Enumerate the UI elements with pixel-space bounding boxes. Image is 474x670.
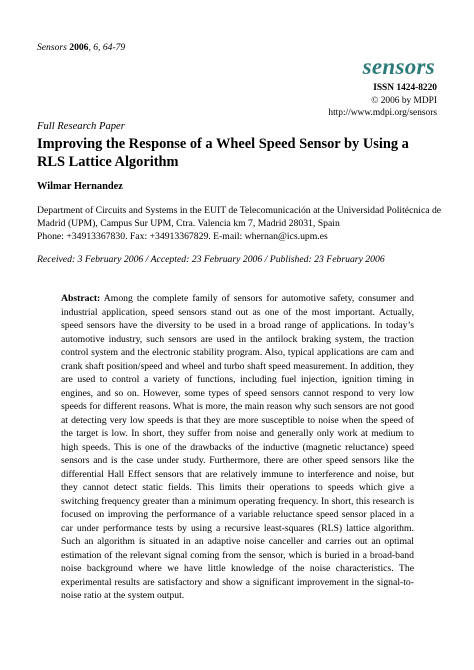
affiliation-address: Department of Circuits and Systems in the EUIT de Telecomunicación at the Universidad Politécnica de Madrid (UPM), Campus Sur UPM, Ctra. Valencia km 7, Madrid 28031, Spain — [37, 205, 442, 230]
issn: ISSN 1424-8220 — [373, 83, 437, 93]
abstract — [61, 292, 414, 603]
publication-dates: Received: 3 February 2006 / Accepted: 23 February 2006 / Published: 23 February 2006 — [37, 254, 385, 265]
abstract-text: Among the complete family of sensors for automotive safety, consumer and industrial application, speed sensors stand out as one of the most important. Actually, speed sensors have the diversity to be used in a broad range of applications. In today’s automotive industry, such sensors are used in the antilock braking system, the traction control system and the electronic stability program. Also, typical applications are cam and crank shaft position/speed and wheel and turbo shaft speed measurement. In addition, they are used to control a variety of functions, including fuel injection, ignition timing in engines, and so on. However, some types of speed sensors cannot respond to very low speeds for different reasons. What is more, the main reason why such sensors are not good at detecting very low speeds is that they are more susceptible to noise when the speed of the target is low. In short, they suffer from noise and generally only work at medium to high speeds. This is one of the drawbacks of the inductive (magnetic reluctance) speed sensors and is the case under study. Furthermore, there are other speed sensors like the differential Hall Effect sensors that are relatively immune to interference and noise, but they cannot detect static fields. This limits their operations to speeds which give a switching frequency greater than a minimum operating frequency. In short, this research is focused on improving the performance of a variable reluctance speed sensor placed in a car under performance tests by using a recursive least-squares (RLS) lattice algorithm. Such an algorithm is situated in an adaptive noise canceller and carries out an optimal estimation of the relevant signal coming from the sensor, which is buried in a broad-band noise background where we have little knowledge of the noise characteristics. The experimental results are satisfactory and show a significant improvement in the signal-to-noise ratio at the system output. — [61, 293, 414, 601]
abstract-label: Abstract: — [61, 293, 101, 304]
journal-citation — [37, 42, 125, 53]
journal-year: 2006 — [69, 42, 89, 53]
journal-name: Sensors — [37, 42, 67, 53]
author-name: Wilmar Hernandez — [37, 181, 123, 192]
paper-title: Improving the Response of a Wheel Speed Sensor by Using a RLS Lattice Algorithm — [37, 136, 409, 170]
journal-brand-logo: sensors — [362, 54, 435, 79]
paper-type: Full Research Paper — [37, 121, 125, 132]
journal-url[interactable]: http://www.mdpi.org/sensors — [328, 108, 437, 118]
journal-volume-pages: , 6, 64-79 — [88, 42, 126, 53]
author-affiliation — [37, 204, 442, 244]
contact-info: Phone: +34913367830. Fax: +34913367829. E-mail: whernan@ics.upm.es — [37, 231, 328, 243]
copyright: © 2006 by MDPI — [371, 95, 437, 106]
issn-block — [290, 82, 437, 120]
